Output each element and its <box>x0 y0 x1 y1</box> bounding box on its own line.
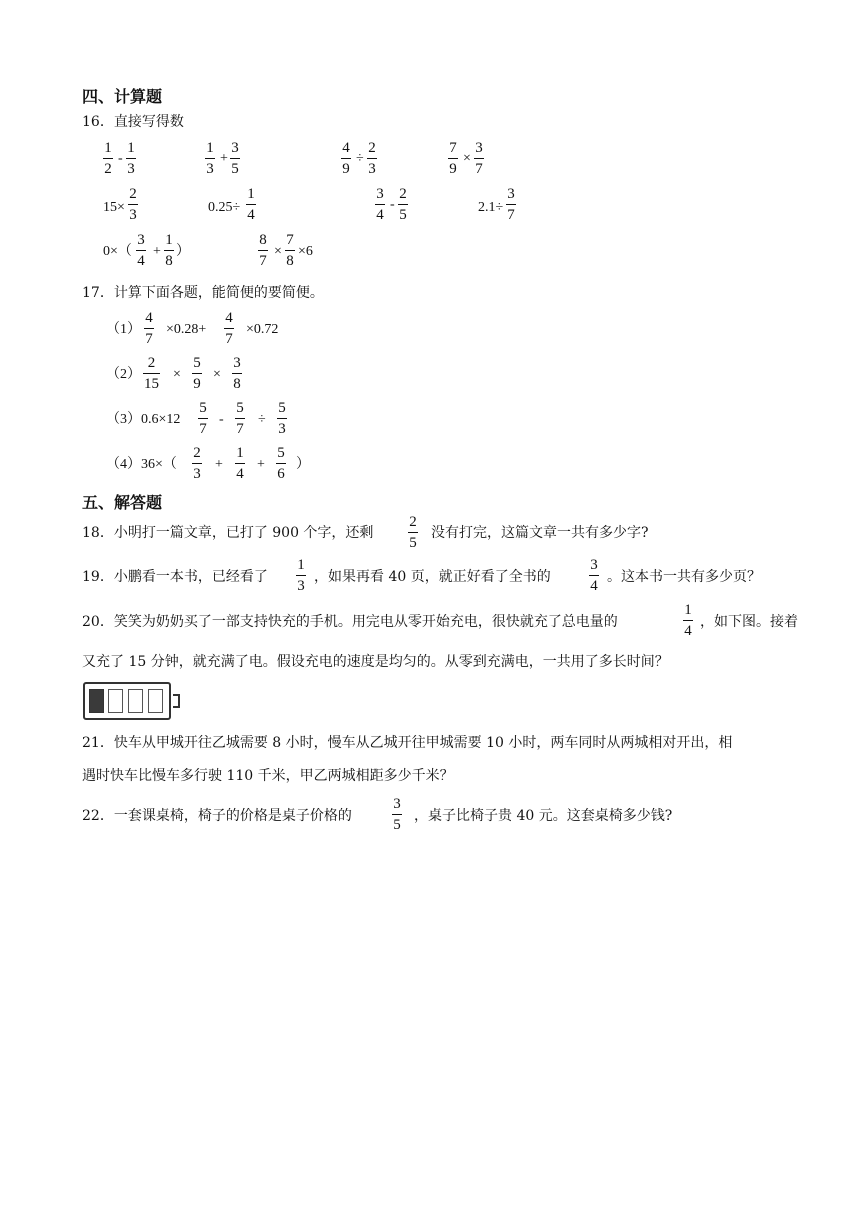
fraction: 7 8 <box>286 232 294 269</box>
part-number: （2） <box>106 367 141 382</box>
question-text: 遇时快车比慢车多行驶 110 千米，甲乙两城相距多少千米？ <box>82 768 454 784</box>
operator: + <box>257 457 265 472</box>
fraction: 4 7 <box>225 310 233 347</box>
question-text: 21．快车从甲城开往乙城需要 8 小时，慢车从乙城开往甲城需要 10 小时，两车同时从两城相对开出，相 <box>82 735 733 751</box>
operator: + <box>215 457 223 472</box>
question-text: 20．笑笑为奶奶买了一部支持快充的手机。用完电从零开始充电，很快就充了总电量的 <box>82 614 618 630</box>
fraction: 1 3 <box>297 557 305 594</box>
fraction: 3 7 <box>507 186 515 223</box>
question-text: 19．小鹏看一本书，已经看了 <box>82 569 268 585</box>
fraction: 2 3 <box>129 186 137 223</box>
operator: × <box>463 151 471 166</box>
fraction: 5 7 <box>199 400 207 437</box>
fraction: 5 3 <box>278 400 286 437</box>
operand: ×0.72 <box>246 322 279 337</box>
question-text: ，桌子比椅子贵 40 元。这套桌椅多少钱? <box>414 808 673 824</box>
fraction: 5 7 <box>236 400 244 437</box>
question-text: 没有打完，这篇文章一共有多少字? <box>431 525 649 541</box>
fraction: 1 8 <box>165 232 173 269</box>
fraction: 2 3 <box>193 445 201 482</box>
operator: - <box>219 412 224 427</box>
part-number: （4）36×（ <box>106 457 177 472</box>
operator: ÷ <box>356 151 364 166</box>
fraction: 7 9 <box>449 140 457 177</box>
operator: × <box>274 244 282 259</box>
battery-cell <box>89 689 104 713</box>
fraction: 1 3 <box>206 140 214 177</box>
battery-cell <box>148 689 163 713</box>
part-number: （1） <box>106 322 141 337</box>
fraction: 4 9 <box>342 140 350 177</box>
operator: × <box>173 367 181 382</box>
operand: ×0.28+ <box>166 322 207 337</box>
operand: 15× <box>103 200 125 215</box>
fraction: 4 7 <box>145 310 153 347</box>
fraction: 8 7 <box>259 232 267 269</box>
fraction: 2 5 <box>409 514 417 551</box>
fraction: 3 8 <box>233 355 241 392</box>
fraction: 2 5 <box>399 186 407 223</box>
fraction: 2 3 <box>368 140 376 177</box>
fraction: 3 4 <box>137 232 145 269</box>
question-text: ，如果再看 40 页，就正好看了全书的 <box>314 569 551 585</box>
question-text: 。这本书一共有多少页？ <box>607 569 761 585</box>
fraction: 1 4 <box>684 602 692 639</box>
operand: ） <box>176 244 190 259</box>
part-number: （3）0.6×12 <box>106 412 181 427</box>
question-text: ，如下图。接着 <box>700 614 798 630</box>
operand: ） <box>296 457 310 472</box>
question-text: 18．小明打一篇文章，已打了 900 个字，还剩 <box>82 525 374 541</box>
battery-cell <box>108 689 123 713</box>
fraction: 1 4 <box>236 445 244 482</box>
question-16-label: 16．直接写得数 <box>82 114 184 130</box>
fraction: 3 4 <box>590 557 598 594</box>
operand: ×6 <box>298 244 313 259</box>
fraction: 3 5 <box>393 796 401 833</box>
battery-cell <box>128 689 143 713</box>
operator: + <box>220 151 228 166</box>
fraction: 3 4 <box>376 186 384 223</box>
section-heading-problems: 五、解答题 <box>82 493 163 512</box>
question-17-label: 17．计算下面各题，能简便的要简便。 <box>82 285 324 301</box>
fraction: 2 15 <box>144 355 159 392</box>
operator: - <box>390 197 395 212</box>
section-heading-calculation: 四、计算题 <box>82 87 163 106</box>
operand: 0.25÷ <box>208 200 241 215</box>
operand: 0×（ <box>103 244 132 259</box>
fraction: 3 5 <box>231 140 239 177</box>
fraction: 1 2 <box>104 140 112 177</box>
question-text: 又充了 15 分钟，就充满了电。假设充电的速度是均匀的。从零到充满电，一共用了多长时间？ <box>82 654 669 670</box>
operator: + <box>153 244 161 259</box>
operator: - <box>118 151 123 166</box>
operator: ÷ <box>258 412 266 427</box>
operand: 2.1÷ <box>478 200 504 215</box>
battery-icon <box>83 682 171 720</box>
fraction: 5 9 <box>193 355 201 392</box>
fraction: 3 7 <box>475 140 483 177</box>
battery-terminal <box>173 694 180 708</box>
fraction: 1 4 <box>247 186 255 223</box>
fraction: 1 3 <box>127 140 135 177</box>
question-text: 22．一套课桌椅，椅子的价格是桌子价格的 <box>82 808 352 824</box>
fraction: 5 6 <box>277 445 285 482</box>
operator: × <box>213 367 221 382</box>
